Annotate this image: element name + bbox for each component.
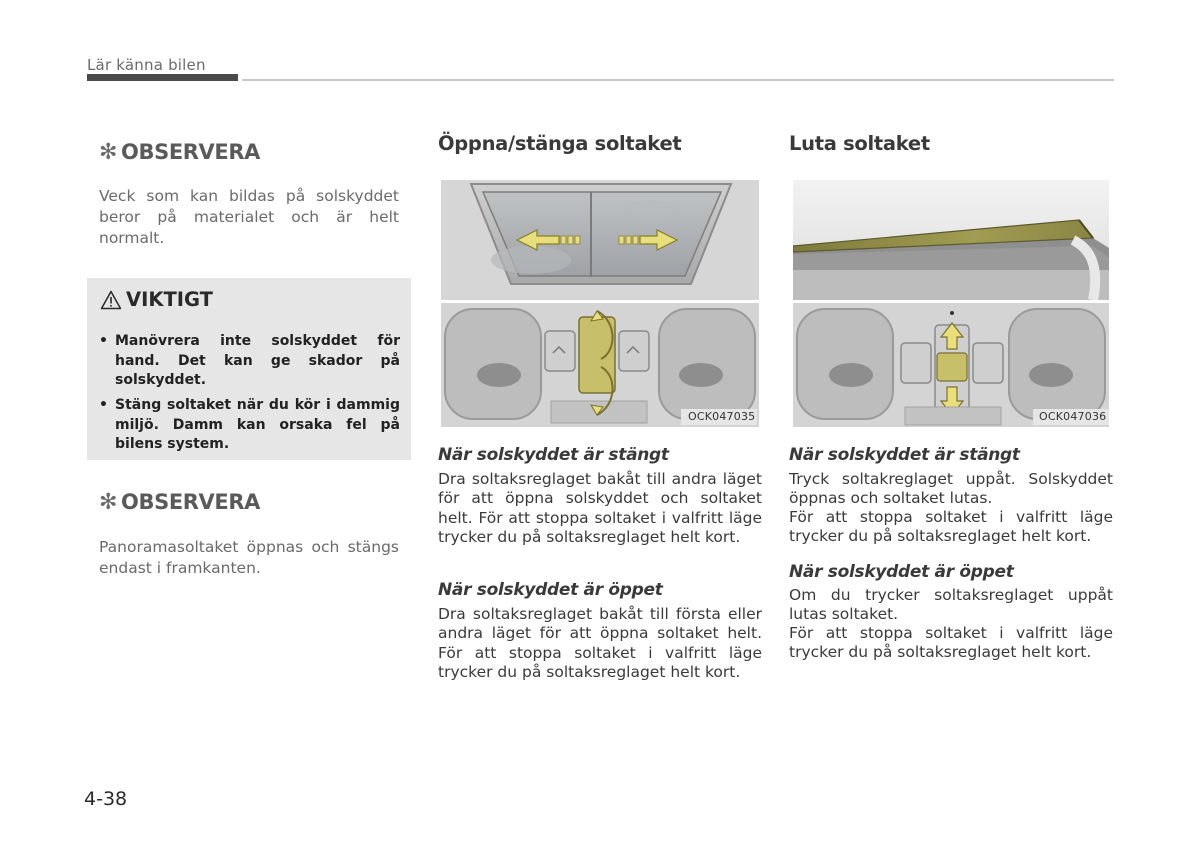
body-text: Dra soltaksreglaget bakåt till andra läget för att öppna solskyddet och soltaket helt. För att stoppa soltaket i valfritt läge trycker du på soltaksreglaget helt kort. <box>438 470 762 547</box>
figure-code: OCK047035 <box>688 410 756 423</box>
sub-heading: När solskyddet är stängt <box>789 445 1020 465</box>
observera-star-icon: ✻ <box>99 490 118 515</box>
viktigt-list-item: • Stäng soltaket när du kör i dammig miljö. Damm kan orsaka fel på bilens system. <box>99 397 400 452</box>
body-text: Om du trycker soltaksreglaget uppåt lutas soltaket. <box>789 586 1113 624</box>
sub-heading: När solskyddet är stängt <box>438 445 669 465</box>
viktigt-list-item: • Manövrera inte solskyddet för hand. Det kan ge skador på solskyddet. <box>99 333 400 388</box>
observera-heading: ✻ OBSERVERA <box>99 140 260 165</box>
sub-heading: När solskyddet är öppet <box>789 562 1014 582</box>
body-text: Tryck soltakreglaget uppåt. Solskyddet öppnas och soltaket lutas. <box>789 470 1113 508</box>
sunroof-slide-illustration <box>441 180 759 300</box>
observera-star-icon: ✻ <box>99 140 118 165</box>
sub-heading: När solskyddet är öppet <box>438 580 663 600</box>
page-number: 4-38 <box>84 788 128 810</box>
body-text: För att stoppa soltaket i valfritt läge trycker du på soltaksreglaget helt kort. <box>789 624 1113 662</box>
body-text: Dra soltaksreglaget bakåt till första eller andra läget för att öppna soltaket helt. För att stoppa soltaket i valfritt läge trycker du på soltaksreglaget helt kort. <box>438 605 762 682</box>
column-heading: Öppna/stänga soltaket <box>438 132 682 155</box>
header-rule <box>242 79 1114 81</box>
observera-text: Veck som kan bildas på solskyddet beror på materialet och är helt normalt. <box>99 187 399 247</box>
viktigt-heading: VIKTIGT <box>100 288 213 311</box>
sunroof-tilt-illustration <box>793 180 1109 300</box>
header-bar <box>87 74 238 81</box>
console-tilt-illustration <box>793 303 1109 427</box>
figure-code: OCK047036 <box>1039 410 1107 423</box>
body-text: För att stoppa soltaket i valfritt läge trycker du på soltaksreglaget helt kort. <box>789 508 1113 546</box>
console-slide-illustration <box>441 303 759 427</box>
warning-triangle-icon <box>100 290 122 310</box>
observera-heading: ✻ OBSERVERA <box>99 490 260 515</box>
column-heading: Luta soltaket <box>789 132 930 155</box>
section-title: Lär känna bilen <box>87 56 206 74</box>
observera-text: Panoramasoltaket öppnas och stängs endast i framkanten. <box>99 538 399 577</box>
